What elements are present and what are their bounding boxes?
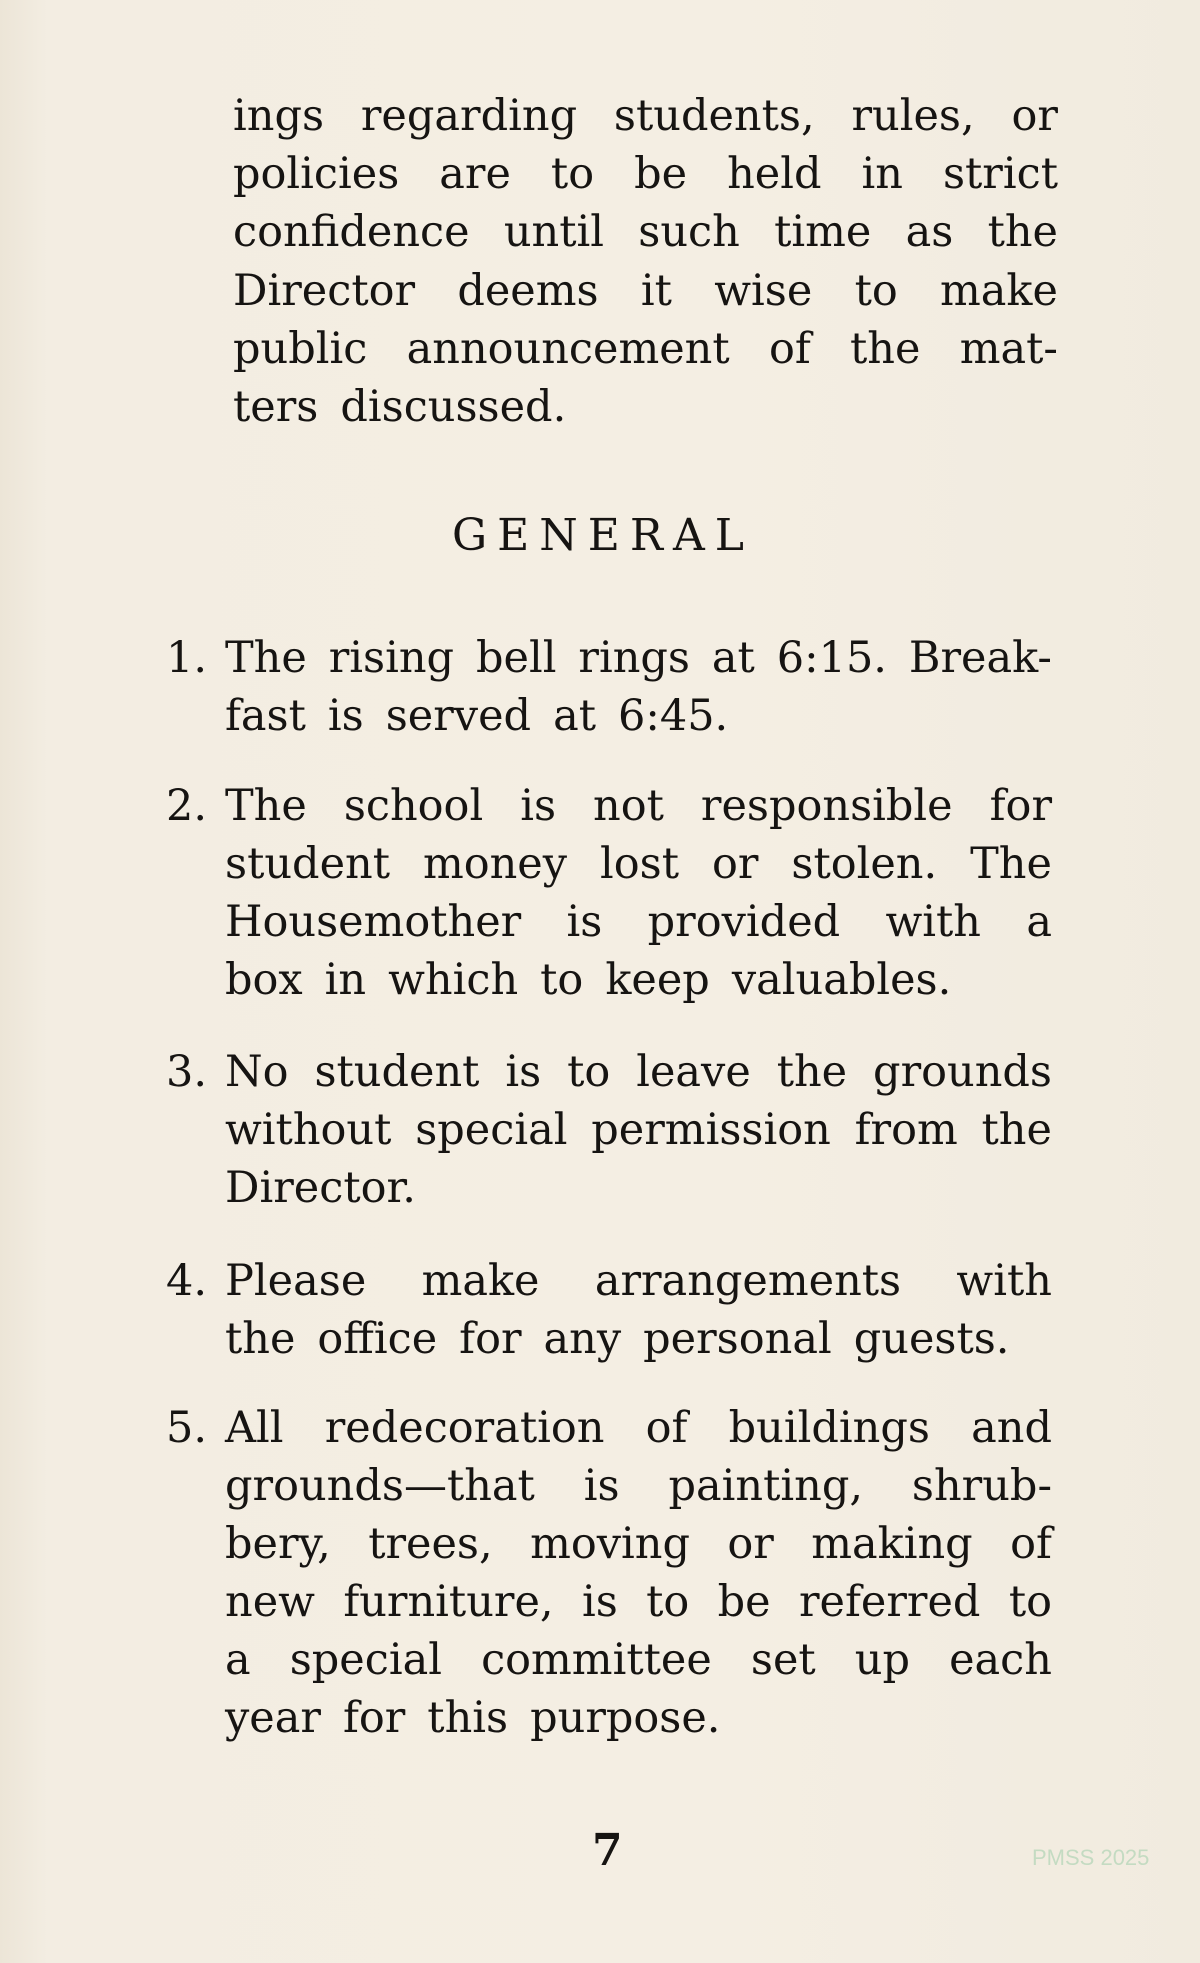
word: making xyxy=(811,1519,973,1569)
word: year xyxy=(225,1693,321,1743)
word: leave xyxy=(636,1047,751,1097)
word: is xyxy=(520,781,557,831)
word: make xyxy=(421,1256,540,1306)
rule-line xyxy=(225,1256,1052,1306)
word: 6:15. xyxy=(776,633,887,683)
word: purpose. xyxy=(530,1693,721,1743)
word: to xyxy=(646,1577,690,1627)
word: deems xyxy=(457,266,599,316)
word: Director xyxy=(233,266,416,316)
word: at xyxy=(711,633,755,683)
word: valuables. xyxy=(731,955,952,1005)
rule-number: 2. xyxy=(166,781,208,831)
word: of xyxy=(645,1403,688,1453)
word: students, xyxy=(613,91,815,141)
intro-line xyxy=(233,266,1058,316)
word: mat- xyxy=(959,324,1058,374)
rule-line xyxy=(225,955,1052,1005)
word: responsible xyxy=(700,781,953,831)
word: new xyxy=(225,1577,315,1627)
word: The xyxy=(970,839,1052,889)
word: Housemother xyxy=(225,897,522,947)
rule-line xyxy=(225,1314,1052,1364)
word: is xyxy=(566,897,603,947)
word: the xyxy=(225,1314,296,1364)
word: the xyxy=(776,1047,848,1097)
word: in xyxy=(861,149,903,199)
word: or xyxy=(711,839,759,889)
word: buildings xyxy=(728,1403,930,1453)
word: until xyxy=(503,207,604,257)
word: held xyxy=(727,149,822,199)
word: a xyxy=(1026,897,1052,947)
word: for xyxy=(342,1693,406,1743)
rule-line xyxy=(225,1519,1052,1569)
word: The xyxy=(225,781,307,831)
word: rings xyxy=(578,633,690,683)
word: box xyxy=(225,955,303,1005)
word: with xyxy=(956,1256,1052,1306)
word: to xyxy=(540,955,584,1005)
word: referred xyxy=(799,1577,981,1627)
word: is xyxy=(327,691,364,741)
word: this xyxy=(427,1693,509,1743)
word: Please xyxy=(225,1256,367,1306)
rule-number: 4. xyxy=(166,1256,208,1306)
word: to xyxy=(1008,1577,1052,1627)
word: moving xyxy=(530,1519,690,1569)
word: No xyxy=(225,1047,289,1097)
word: lost xyxy=(600,839,680,889)
word: for xyxy=(459,1314,522,1364)
intro-line xyxy=(233,382,1058,432)
rule-line xyxy=(225,1105,1052,1155)
word: such xyxy=(638,207,740,257)
word: redecoration xyxy=(324,1403,605,1453)
rule-number: 5. xyxy=(166,1403,208,1453)
word: of xyxy=(768,324,811,374)
intro-line xyxy=(233,324,1058,374)
word: keep xyxy=(605,955,710,1005)
word: strict xyxy=(942,149,1058,199)
page-number: 7 xyxy=(592,1825,623,1876)
rule-line xyxy=(225,781,1052,831)
intro-line xyxy=(233,149,1058,199)
word: without xyxy=(225,1105,392,1155)
word: is xyxy=(505,1047,542,1097)
word: be xyxy=(717,1577,771,1627)
word: to xyxy=(854,266,898,316)
word: of xyxy=(1010,1519,1052,1569)
rule-line xyxy=(225,1577,1052,1627)
word: student xyxy=(225,839,390,889)
word: office xyxy=(317,1314,438,1364)
word: rising xyxy=(328,633,455,683)
rule-line xyxy=(225,1461,1052,1511)
word: any xyxy=(543,1314,622,1364)
word: are xyxy=(439,149,511,199)
word: the xyxy=(981,1105,1052,1155)
word: special xyxy=(415,1105,568,1155)
word: Director. xyxy=(225,1163,416,1213)
word: not xyxy=(593,781,664,831)
word: from xyxy=(854,1105,958,1155)
word: money xyxy=(422,839,568,889)
word: shrub- xyxy=(911,1461,1052,1511)
word: as xyxy=(905,207,954,257)
word: and xyxy=(971,1403,1052,1453)
rule-line xyxy=(225,839,1052,889)
word: announcement xyxy=(406,324,730,374)
word: for xyxy=(989,781,1052,831)
word: to xyxy=(550,149,595,199)
section-heading: GENERAL xyxy=(452,510,755,561)
word: the xyxy=(850,324,921,374)
word: bery, xyxy=(225,1519,331,1569)
word: provided xyxy=(647,897,841,947)
word: time xyxy=(774,207,872,257)
word: set xyxy=(750,1635,816,1685)
rule-line xyxy=(225,897,1052,947)
rule-number: 3. xyxy=(166,1047,208,1097)
word: ters xyxy=(233,382,319,432)
word: grounds—that xyxy=(225,1461,535,1511)
word: to xyxy=(567,1047,611,1097)
word: personal xyxy=(643,1314,832,1364)
word: All xyxy=(225,1403,284,1453)
word: rules, xyxy=(851,91,975,141)
rule-line xyxy=(225,1635,1052,1685)
word: Break- xyxy=(908,633,1052,683)
word: ings xyxy=(233,91,325,141)
word: or xyxy=(1011,91,1058,141)
word: furniture, xyxy=(343,1577,554,1627)
word: school xyxy=(343,781,484,831)
word: the xyxy=(987,207,1058,257)
word: trees, xyxy=(368,1519,493,1569)
word: or xyxy=(727,1519,774,1569)
word: 6:45. xyxy=(618,691,729,741)
word: guests. xyxy=(853,1314,1010,1364)
word: bell xyxy=(476,633,557,683)
intro-line xyxy=(233,91,1058,141)
rule-line xyxy=(225,1047,1052,1097)
word: up xyxy=(854,1635,910,1685)
word: arrangements xyxy=(594,1256,902,1306)
word: confidence xyxy=(233,207,470,257)
word: a xyxy=(225,1635,251,1685)
word: student xyxy=(314,1047,480,1097)
rule-line xyxy=(225,691,1052,741)
word: discussed. xyxy=(340,382,567,432)
word: grounds xyxy=(873,1047,1052,1097)
word: be xyxy=(634,149,688,199)
word: each xyxy=(949,1635,1052,1685)
word: special xyxy=(289,1635,442,1685)
word: committee xyxy=(481,1635,712,1685)
word: The xyxy=(225,633,307,683)
word: public xyxy=(233,324,368,374)
word: it xyxy=(640,266,672,316)
word: at xyxy=(553,691,596,741)
rule-number: 1. xyxy=(166,633,208,683)
word: is xyxy=(581,1577,618,1627)
word: with xyxy=(885,897,982,947)
word: is xyxy=(583,1461,620,1511)
intro-line xyxy=(233,207,1058,257)
word: fast xyxy=(225,691,306,741)
rule-line xyxy=(225,633,1052,683)
watermark: PMSS 2025 xyxy=(1032,1845,1150,1870)
rule-line xyxy=(225,1693,1052,1743)
word: stolen. xyxy=(791,839,938,889)
rule-line xyxy=(225,1403,1052,1453)
word: in xyxy=(324,955,367,1005)
word: painting, xyxy=(668,1461,864,1511)
word: make xyxy=(940,266,1058,316)
word: wise xyxy=(714,266,813,316)
word: served xyxy=(385,691,532,741)
rule-line xyxy=(225,1163,1052,1213)
word: permission xyxy=(591,1105,831,1155)
word: which xyxy=(388,955,519,1005)
word: policies xyxy=(233,149,400,199)
word: regarding xyxy=(360,91,578,141)
